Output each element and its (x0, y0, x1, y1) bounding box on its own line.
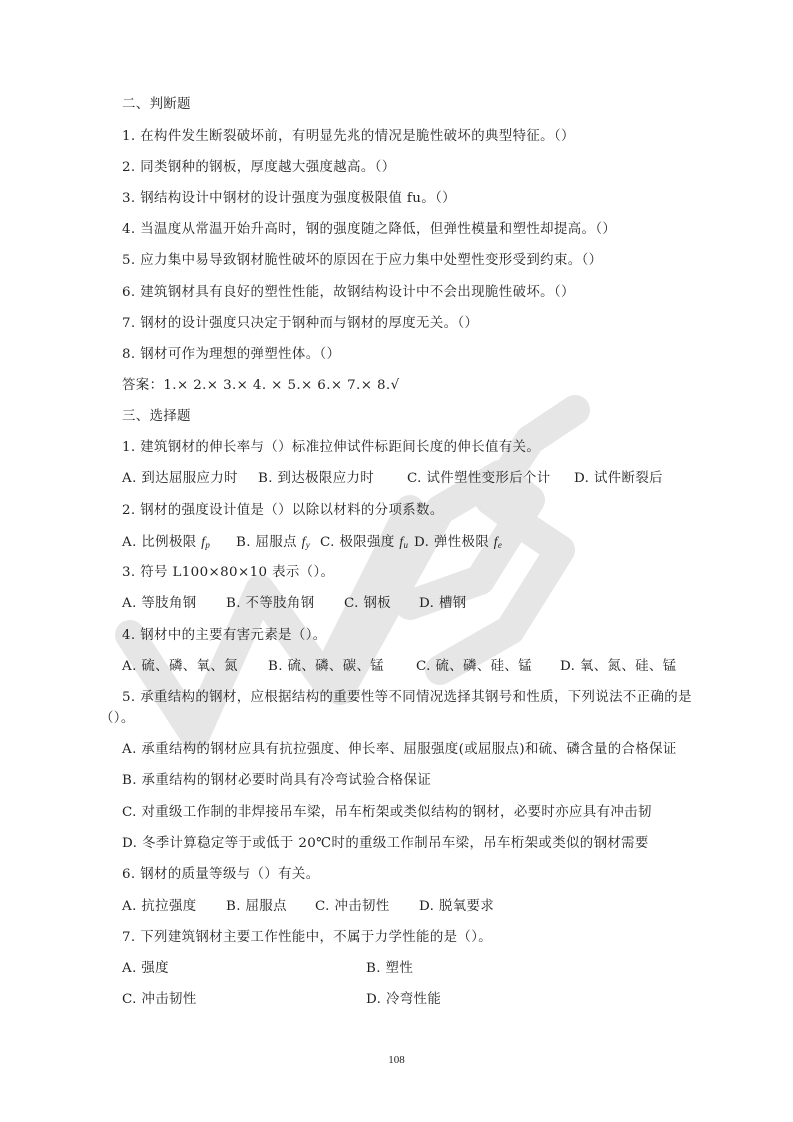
judgment-answer: 答案：1.× 2.× 3.× 4. × 5.× 6.× 7.× 8.√ (122, 378, 400, 393)
option-d: D. 试件断裂后 (574, 471, 663, 486)
choice-question-1-options (122, 470, 682, 488)
option-b: B. 屈服点 (226, 899, 287, 914)
option-c: C. 极限强度 fu (320, 534, 409, 550)
option-a: A. 抗拉强度 (122, 899, 197, 914)
option-b: B. 塑性 (366, 961, 414, 976)
page-number: 108 (388, 1054, 405, 1066)
option-d: D. 脱氧要求 (419, 899, 495, 914)
judgment-question-7: 7. 钢材的设计强度只决定于钢种而与钢材的厚度无关。（） (122, 316, 479, 331)
choice-question-5-option-b: B. 承重结构的钢材必要时尚具有冷弯试验合格保证 (122, 773, 432, 788)
option-c: C. 试件塑性变形后个计 (407, 471, 551, 486)
choice-question-4-stem: 4. 钢材中的主要有害元素是（）。 (122, 628, 327, 643)
option-d: D. 氧、氮、硅、锰 (560, 659, 677, 674)
option-b: B. 不等肢角钢 (226, 596, 315, 611)
option-b: B. 硫、磷、碳、锰 (268, 659, 385, 674)
option-c: C. 冲击韧性 (315, 899, 390, 914)
choice-question-4-options (122, 658, 682, 676)
choice-question-7-options-row2 (122, 991, 682, 1009)
choice-question-5-option-a: A. 承重结构的钢材应具有抗拉强度、伸长率、屈服强度(或屈服点)和硫、磷含量的合格保证 (122, 742, 677, 757)
judgment-question-6: 6. 建筑钢材具有良好的塑性性能，故钢结构设计中不会出现脆性破坏。（） (122, 285, 575, 300)
choice-question-7-options-row1 (122, 960, 682, 978)
judgment-question-1: 1. 在构件发生断裂破坏前，有明显先兆的情况是脆性破坏的典型特征。（） (122, 129, 575, 144)
option-d: D. 槽钢 (419, 596, 467, 611)
choice-question-5-stem-cont: （）。 (100, 711, 135, 726)
judgment-question-4: 4. 当温度从常温开始升高时，钢的强度随之降低，但弹性模量和塑性却提高。（） (122, 222, 617, 237)
choice-question-3-stem: 3. 符号 L100×80×10 表示（）。 (122, 565, 335, 580)
judgment-question-5: 5. 应力集中易导致钢材脆性破坏的原因在于应力集中处塑性变形受到约束。（） (122, 253, 603, 268)
option-d: D. 弹性极限 fe (414, 534, 503, 550)
option-d: D. 冷弯性能 (366, 992, 442, 1007)
option-b: B. 屈服点 fy (236, 534, 311, 550)
option-a: A. 到达屈服应力时 (122, 471, 238, 486)
choice-question-5-option-c: C. 对重级工作制的非焊接吊车梁，吊车桁架或类似结构的钢材，必要时亦应具有冲击韧 (122, 805, 652, 820)
option-a: A. 强度 (122, 961, 169, 976)
option-b: B. 到达极限应力时 (258, 471, 375, 486)
choice-question-1-stem: 1. 建筑钢材的伸长率与（）标准拉伸试件标距间长度的伸长值有关。 (122, 440, 541, 455)
option-c: C. 钢板 (344, 596, 392, 611)
option-c: C. 冲击韧性 (122, 992, 197, 1007)
choice-question-6-stem: 6. 钢材的质量等级与（）有关。 (122, 867, 320, 882)
judgment-question-2: 2. 同类钢种的钢板，厚度越大强度越高。（） (122, 160, 396, 175)
option-a: A. 硫、磷、氧、氮 (122, 659, 238, 674)
choice-question-5-stem: 5. 承重结构的钢材，应根据结构的重要性等不同情况选择其钢号和性质，下列说法不正确的是 (122, 690, 692, 705)
option-c: C. 硫、磷、硅、锰 (416, 659, 533, 674)
judgment-question-8: 8. 钢材可作为理想的弹塑性体。（） (122, 347, 341, 362)
option-a: A. 等肢角钢 (122, 596, 197, 611)
choice-question-3-options (122, 595, 682, 613)
choice-question-5-option-d: D. 冬季计算稳定等于或低于 20℃时的重级工作制吊车梁，吊车桁架或类似的钢材需要 (122, 836, 649, 851)
section-heading-judgment: 二、判断题 (122, 97, 191, 112)
section-heading-choice: 三、选择题 (122, 409, 191, 424)
choice-question-6-options (122, 898, 682, 916)
option-a: A. 比例极限 fp (122, 534, 211, 550)
choice-question-7-stem: 7. 下列建筑钢材主要工作性能中，不属于力学性能的是（）。 (122, 930, 493, 945)
choice-question-2-options (122, 533, 682, 551)
choice-question-2-stem: 2. 钢材的强度设计值是（）以除以材料的分项系数。 (122, 503, 444, 518)
judgment-question-3: 3. 钢结构设计中钢材的设计强度为强度极限值 fu。（） (122, 191, 456, 206)
